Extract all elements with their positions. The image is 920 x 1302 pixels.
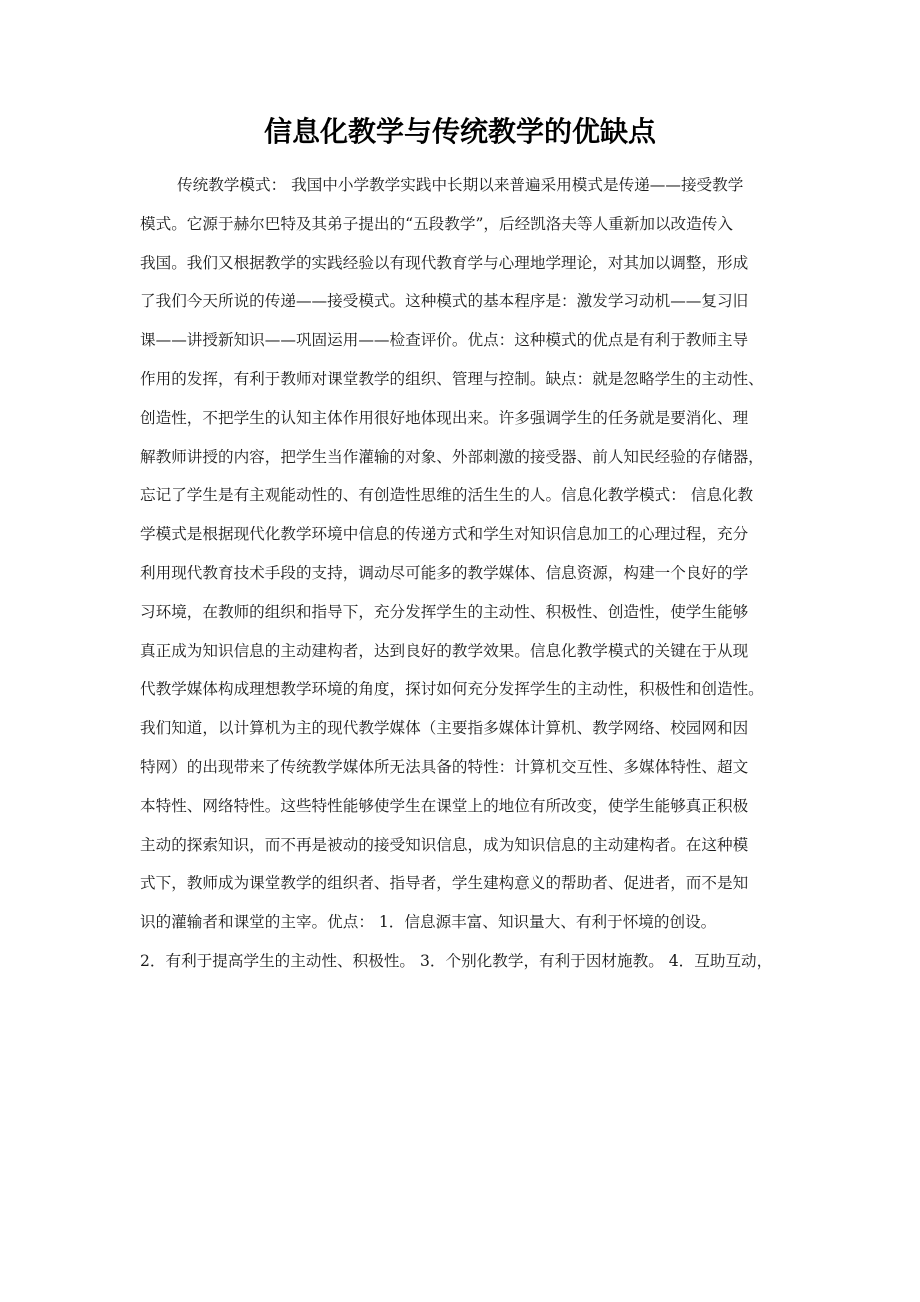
document-body bbox=[140, 166, 800, 981]
body-line: 识的灌输者和课堂的主宰。优点： 1．信息源丰富、知识量大、有利于怀境的创设。 bbox=[140, 913, 717, 932]
body-line: 2．有利于提高学生的主动性、积极性。 3．个别化教学，有利于因材施教。 4．互助互动， bbox=[140, 951, 773, 970]
body-line: 了我们今天所说的传递——接受模式。这种模式的基本程序是：激发学习动机——复习旧 bbox=[140, 292, 749, 311]
body-line: 模式。它源于赫尔巴特及其弟子提出的“五段教学”，后经凯洛夫等人重新加以改造传入 bbox=[140, 214, 733, 233]
body-line: 创造性，不把学生的认知主体作用很好地体现出来。许多强调学生的任务就是要消化、理 bbox=[140, 408, 749, 427]
body-line: 解教师讲授的内容，把学生当作灌输的对象、外部刺激的接受器、前人知民经验的存储器， bbox=[140, 447, 764, 466]
body-line: 作用的发挥，有利于教师对课堂教学的组织、管理与控制。缺点：就是忽略学生的主动性、 bbox=[140, 369, 764, 388]
body-line: 真正成为知识信息的主动建构者，达到良好的教学效果。信息化教学模式的关键在于从现 bbox=[140, 641, 749, 660]
body-line: 学模式是根据现代化教学环境中信息的传递方式和学生对知识信息加工的心理过程，充分 bbox=[140, 525, 749, 544]
body-line: 课——讲授新知识——巩固运用——检查评价。优点：这种模式的优点是有利于教师主导 bbox=[140, 331, 749, 350]
body-line: 本特性、网络特性。这些特性能够使学生在课堂上的地位有所改变，使学生能够真正积极 bbox=[140, 796, 749, 815]
body-line: 代教学媒体构成理想教学环境的角度，探讨如何充分发挥学生的主动性，积极性和创造性。 bbox=[140, 680, 764, 699]
body-line: 我国。我们又根据教学的实践经验以有现代教育学与心理地学理论，对其加以调整，形成 bbox=[140, 253, 749, 272]
body-line: 我们知道，以计算机为主的现代教学媒体（主要指多媒体计算机、教学网络、校园网和因 bbox=[140, 719, 749, 738]
body-line: 传统教学模式： 我国中小学教学实践中长期以来普遍采用模式是传递——接受教学 bbox=[177, 176, 744, 194]
document-title: 信息化教学与传统教学的优缺点 bbox=[263, 115, 656, 148]
body-line: 习环境，在教师的组织和指导下，充分发挥学生的主动性、积极性、创造性，使学生能够 bbox=[140, 602, 749, 621]
body-line: 主动的探索知识，而不再是被动的接受知识信息，成为知识信息的主动建构者。在这种模 bbox=[140, 835, 749, 854]
body-line: 利用现代教育技术手段的支持，调动尽可能多的教学媒体、信息资源，构建一个良好的学 bbox=[140, 563, 749, 582]
body-line: 忘记了学生是有主观能动性的、有创造性思维的活生生的人。信息化教学模式： 信息化教 bbox=[140, 486, 754, 505]
body-line: 特网）的出现带来了传统教学媒体所无法具备的特性：计算机交互性、多媒体特性、超文 bbox=[140, 757, 749, 776]
body-line: 式下，教师成为课堂教学的组织者、指导者，学生建构意义的帮助者、促进者，而不是知 bbox=[140, 874, 749, 893]
